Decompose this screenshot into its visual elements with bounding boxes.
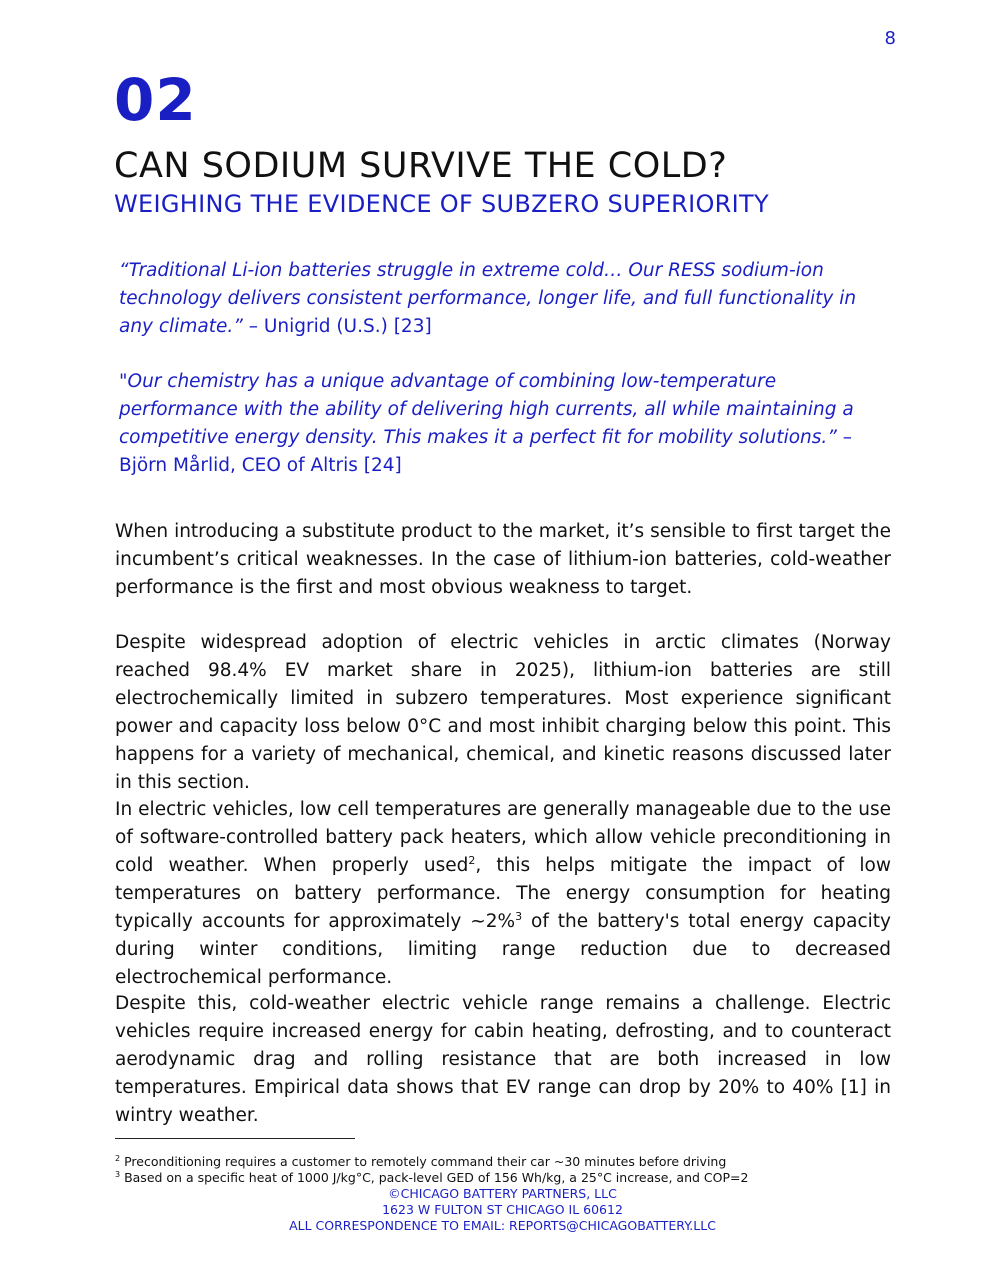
footer-copyright: ©CHICAGO BATTERY PARTNERS, LLC [388,1186,617,1201]
section-title: CAN SODIUM SURVIVE THE COLD? [114,146,728,186]
paragraph-text: of the battery's total energy capacity during winter conditions, limiting range reduction due to decreased electrochemical performance. [115,911,891,988]
footer-address: 1623 W FULTON ST CHICAGO IL 60612 [382,1202,623,1217]
paragraph-pack-heaters [115,796,891,992]
footnote-mark: 3 [115,1169,121,1179]
paragraph-intro: When introducing a substitute product to the market, it’s sensible to first target the incumbent’s critical weaknesses. In the case of lithium-ion batteries, cold-weather performance is the first and most obvious weakness to target. [115,521,891,598]
quote-text: "Our chemistry has a unique advantage of combining low-temperature performance with the ability of delivering high currents, all while maintaining a competitive energy density. This makes it a perfect fit for mobility solutions.” [119,371,854,448]
section-subtitle: WEIGHING THE EVIDENCE OF SUBZERO SUPERIORITY [114,190,769,218]
footnote-divider [115,1138,355,1139]
footnote-ref-2[interactable]: 2 [468,853,476,867]
section-number: 02 [114,66,197,134]
footnote-3 [115,1170,748,1185]
paragraph-range-drop: Despite this, cold-weather electric vehicle range remains a challenge. Electric vehicles require increased energy for cabin heating, defrosting, and to counteract aerodynamic drag and rolling resistance that are both increased in low temperatures. Empirical data shows that EV range can drop by 20% to 40% [1] in wintry weather. [115,993,891,1126]
quote-text: “Traditional Li-ion batteries struggle in extreme cold… Our RESS sodium-ion technology delivers consistent performance, longer life, and full functionality in any climate.” [119,260,857,337]
footnote-text: Preconditioning requires a customer to remotely command their car ~30 minutes before driving [120,1154,727,1169]
footnote-mark: 2 [115,1153,121,1163]
paragraph-arctic-adoption: Despite widespread adoption of electric vehicles in arctic climates (Norway reached 98.4% EV market share in 2025), lithium-ion batteries are still electrochemically limited in subzero temperatures. Most experience significant power and capacity loss below 0°C and most inhibit charging below this point. This happens for a variety of mechanical, chemical, and kinetic reasons discussed later in this section. [115,632,891,793]
footer-contact-email[interactable]: ALL CORRESPONDENCE TO EMAIL: REPORTS@CHICAGOBATTERY.LLC [289,1218,716,1233]
quote-attribution: – Unigrid (U.S.) [23] [242,316,432,337]
page-number: 8 [884,28,896,49]
quote-unigrid [119,257,889,341]
footnote-ref-3[interactable]: 3 [515,909,523,923]
quote-altris [119,368,889,480]
paragraph-text: In electric vehicles, low cell temperatures are generally manageable due to the use of software-controlled battery pack heaters, which allow vehicle preconditioning in cold weather. When properly used [115,799,891,876]
paragraph-text: , this helps mitigate the impact of low temperatures on battery performance. The energy consumption for heating typically accounts for approximately ~2% [115,855,891,932]
quote-attribution: – Björn Mårlid, CEO of Altris [24] [119,427,853,476]
footnote-2 [115,1154,726,1169]
footnote-text: Based on a specific heat of 1000 J/kg°C, pack-level GED of 156 Wh/kg, a 25°C increase, and COP=2 [120,1170,749,1185]
